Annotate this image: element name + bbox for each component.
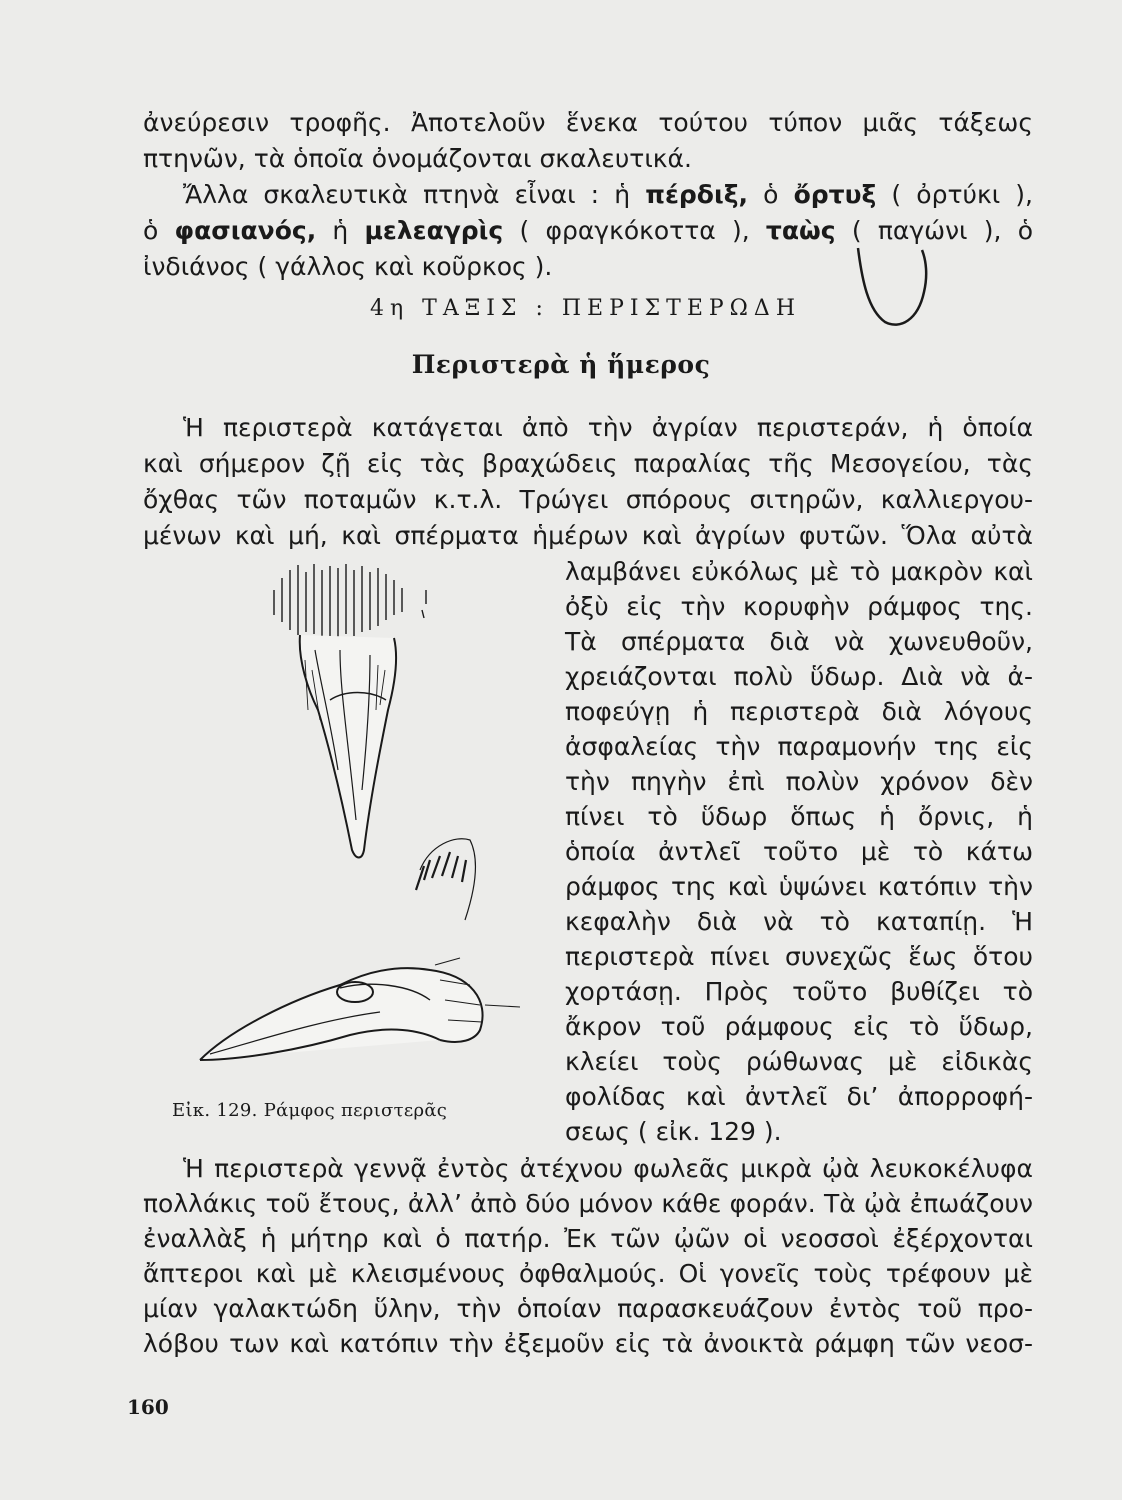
beak-top-view: [274, 564, 426, 858]
text-line: λαμβάνει εὐκόλως μὲ τὸ μακρὸν καὶ: [565, 557, 1033, 586]
text-line: ὁ φασιανός, ἡ μελεαγρὶς ( φραγκόκοττα ), ταὼς ( παγώνι ), ὁ: [143, 216, 1033, 245]
text-line: χορτάσῃ. Πρὸς τοῦτο βυθίζει τὸ: [565, 977, 1033, 1006]
text-line: λόβου των καὶ κατόπιν τὴν ἐξεμοῦν εἰς τὰ ἀνοικτὰ ράμφη τῶν νεοσ-: [143, 1329, 1033, 1358]
text-line: ὄχθας τῶν ποταμῶν κ.τ.λ. Τρώγει σπόρους σιτηρῶν, καλλιεργου-: [143, 485, 1033, 514]
text-line: μίαν γαλακτώδη ὕλην, τὴν ὁποίαν παρασκευάζουν ἐντὸς τοῦ προ-: [143, 1294, 1033, 1323]
term-perdix: πέρδιξ,: [645, 180, 748, 209]
handwritten-mark: [840, 240, 940, 340]
text-line: φολίδας καὶ ἀντλεῖ δι’ ἀπορροφή-: [565, 1082, 1033, 1111]
beak-side-view: [200, 839, 520, 1060]
text-line: ἀνεύρεσιν τροφῆς. Ἀποτελοῦν ἕνεκα τούτου τύπον μιᾶς τάξεως: [143, 108, 1033, 137]
term-taos: ταὼς: [765, 216, 836, 245]
text-line: κλείει τοὺς ρώθωνας μὲ εἰδικὰς: [565, 1047, 1033, 1076]
text-line: πολλάκις τοῦ ἔτους, ἀλλ’ ἀπὸ δύο μόνον κάθε φοράν. Τὰ ᾠὰ ἐπωάζουν: [143, 1189, 1033, 1218]
text-line: ἄκρον τοῦ ράμφους εἰς τὸ ὕδωρ,: [565, 1012, 1033, 1041]
text-line: ποφεύγῃ ἡ περιστερὰ διὰ λόγους: [565, 697, 1033, 726]
text-line: τὴν πηγὴν ἐπὶ πολὺν χρόνον δὲν: [565, 767, 1033, 796]
text-line: ἄπτεροι καὶ μὲ κλεισμένους ὀφθαλμούς. Οἱ γονεῖς τοὺς τρέφουν μὲ: [143, 1259, 1033, 1288]
page-number: 160: [127, 1395, 169, 1419]
class-heading: 4η ΤΑΞΙΣ : ΠΕΡΙΣΤΕΡΩΔΗ: [370, 296, 801, 321]
figure-caption: Εἰκ. 129. Ράμφος περιστερᾶς: [172, 1100, 448, 1121]
text-line: κεφαλὴν διὰ νὰ τὸ καταπίῃ. Ἡ: [565, 907, 1033, 936]
text-line: μένων καὶ μή, καὶ σπέρματα ἡμέρων καὶ ἀγρίων φυτῶν. Ὅλα αὐτὰ: [143, 521, 1033, 550]
text-line: ἐναλλὰξ ἡ μήτηρ καὶ ὁ πατήρ. Ἐκ τῶν ᾠῶν οἱ νεοσσοὶ ἐξέρχονται: [143, 1224, 1033, 1253]
text-line: ἰνδιάνος ( γάλλος καὶ κοῦρκος ).: [143, 252, 553, 281]
text-line: ὀξὺ εἰς τὴν κορυφὴν ράμφος της.: [565, 592, 1033, 621]
text-line: ὁποία ἀντλεῖ τοῦτο μὲ τὸ κάτω: [565, 837, 1033, 866]
term-meleagris: μελεαγρὶς: [364, 216, 504, 245]
term-fasianos: φασιανός,: [174, 216, 317, 245]
text-line: πτηνῶν, τὰ ὁποῖα ὀνομάζονται σκαλευτικά.: [143, 144, 692, 173]
text-line: πίνει τὸ ὕδωρ ὅπως ἡ ὄρνις, ἡ: [565, 802, 1033, 831]
text-line: Ἄλλα σκαλευτικὰ πτηνὰ εἶναι : ἡ πέρδιξ, ὁ ὄρτυξ ( ὀρτύκι ),: [183, 180, 1033, 209]
text-line: καὶ σήμερον ζῇ εἰς τὰς βραχώδεις παραλίας τῆς Μεσογείου, τὰς: [143, 449, 1033, 478]
text-line: ἀσφαλείας τὴν παραμονήν της εἰς: [565, 732, 1033, 761]
pigeon-beak-illustration: [180, 560, 530, 1080]
text-line: περιστερὰ πίνει συνεχῶς ἕως ὅτου: [565, 942, 1033, 971]
text-line: Ἡ περιστερὰ κατάγεται ἀπὸ τὴν ἀγρίαν περιστεράν, ἡ ὁποία: [183, 413, 1033, 442]
section-heading: Περιστερὰ ἡ ἥμερος: [411, 350, 711, 379]
text-line: Ἡ περιστερὰ γεννᾷ ἐντὸς ἀτέχνου φωλεᾶς μικρὰ ᾠὰ λευκοκέλυφα: [183, 1154, 1033, 1183]
text-line: χρειάζονται πολὺ ὕδωρ. Διὰ νὰ ἀ-: [565, 662, 1033, 691]
term-ortyx: ὄρτυξ: [793, 180, 877, 209]
text-line: Τὰ σπέρματα διὰ νὰ χωνευθοῦν,: [565, 627, 1033, 656]
text-line: ράμφος της καὶ ὑψώνει κατόπιν τὴν: [565, 872, 1033, 901]
text-line: σεως ( εἰκ. 129 ).: [565, 1117, 782, 1146]
